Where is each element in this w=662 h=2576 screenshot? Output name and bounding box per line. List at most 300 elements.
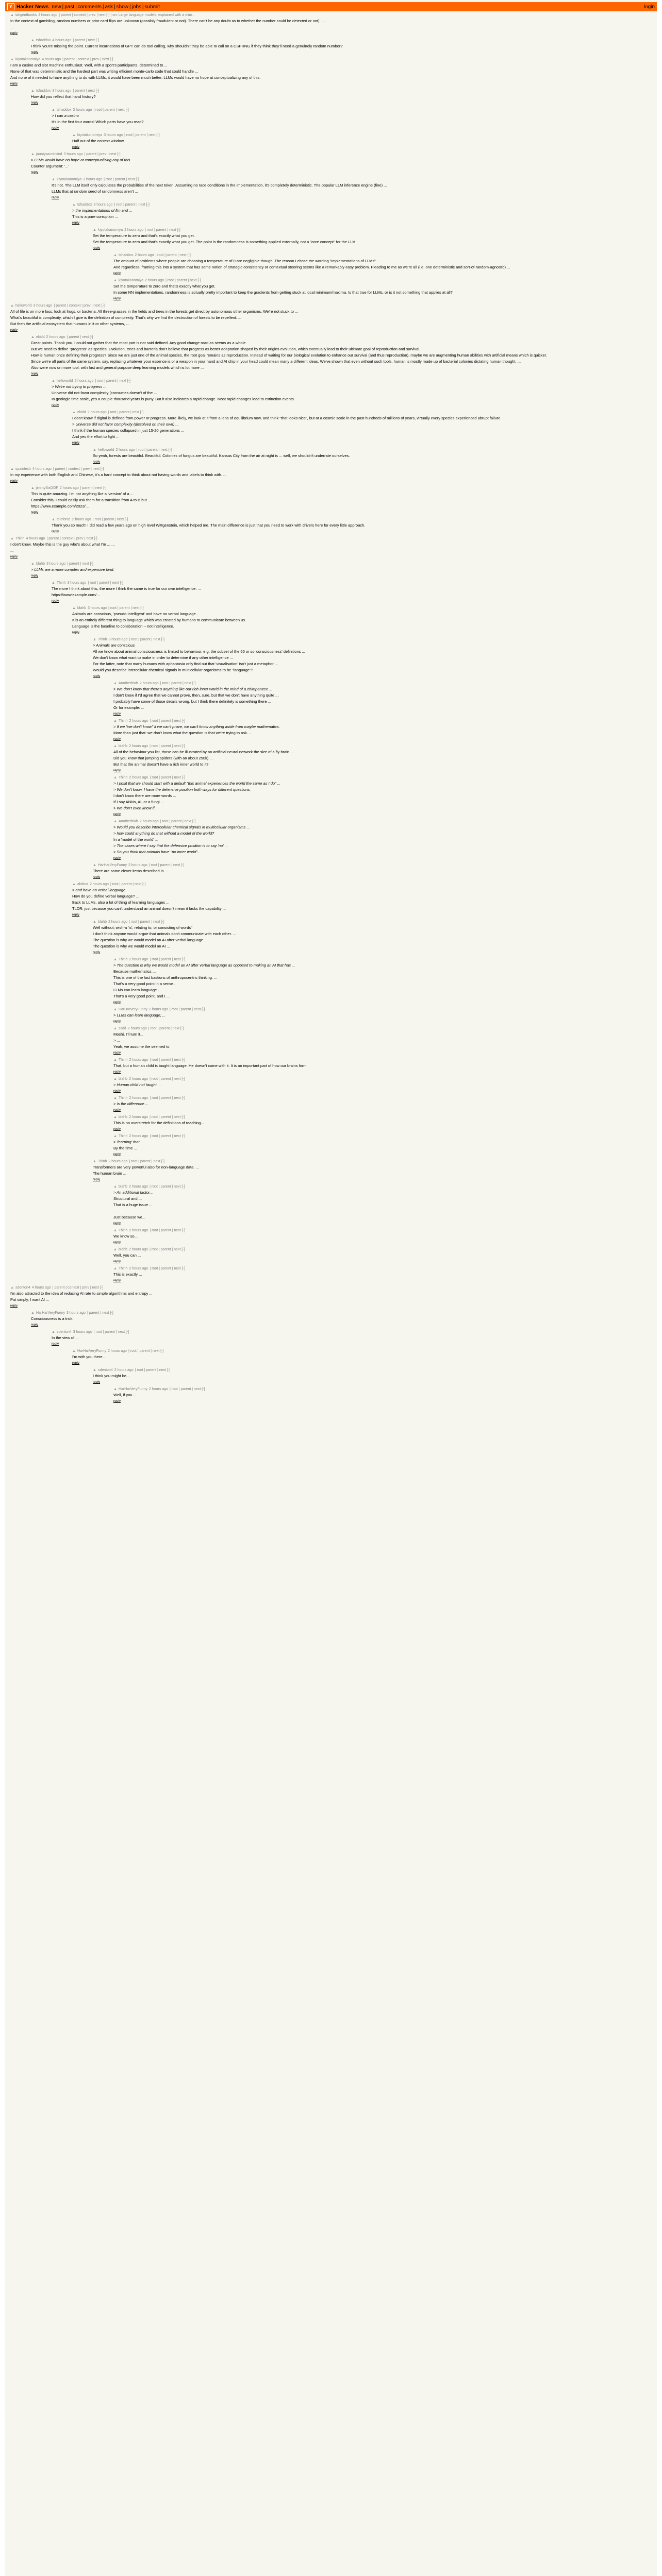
comment-paragraph: > Human child not taught ... — [113, 1082, 161, 1087]
reply-link[interactable]: reply — [93, 1178, 101, 1181]
comment-navigation-links[interactable]: | root | parent | next [-] — [160, 682, 196, 685]
comment-username[interactable]: HarHarVeryFunny — [77, 1349, 106, 1353]
comment-username[interactable]: Thinh — [56, 581, 66, 585]
comment-username[interactable]: blahb — [118, 1248, 128, 1251]
nav-link-new[interactable]: new — [52, 4, 61, 10]
comment-age[interactable]: 2 hours ago — [107, 1349, 127, 1353]
comment-username[interactable]: kiyotakanomiya — [118, 279, 144, 282]
reply-link[interactable]: reply — [93, 875, 101, 879]
comment-age[interactable]: 2 hours ago — [139, 682, 159, 685]
upvote-arrow-icon[interactable]: ▲ — [31, 335, 35, 339]
reply-link[interactable]: reply — [113, 1222, 121, 1225]
comment-navigation-links[interactable]: | root | parent | next [-] — [150, 719, 185, 723]
reply-link[interactable]: reply — [10, 479, 18, 483]
comment-age[interactable]: 2 hours ago — [127, 1027, 147, 1030]
upvote-arrow-icon[interactable]: ▲ — [10, 1286, 14, 1290]
comment-navigation-links[interactable]: | root | parent | next [-] — [148, 1027, 184, 1030]
comment-navigation-links[interactable]: | root | parent | next [-] — [110, 883, 146, 886]
upvote-arrow-icon[interactable]: ▲ — [113, 1008, 117, 1011]
comment-navigation-links[interactable]: | root | parent | next [-] — [124, 133, 160, 137]
reply-link[interactable]: reply — [31, 50, 39, 54]
nav-link-past[interactable]: past — [64, 4, 75, 10]
upvote-arrow-icon[interactable]: ▲ — [113, 682, 117, 685]
comment-navigation-links[interactable]: | parent | next [-] — [87, 1311, 113, 1315]
comment-username[interactable]: Anotherblah — [118, 682, 138, 685]
comment-navigation-links[interactable]: | root | parent | next [-] — [128, 1349, 164, 1353]
reply-link[interactable]: reply — [113, 1127, 121, 1131]
upvote-arrow-icon[interactable]: ▲ — [113, 253, 117, 257]
comment-username[interactable]: teleforce — [56, 518, 71, 521]
reply-link[interactable]: reply — [52, 1342, 59, 1346]
reply-link[interactable]: reply — [31, 171, 39, 174]
comment-navigation-links[interactable]: | root | parent | next [-] — [160, 820, 196, 823]
reply-link[interactable]: reply — [52, 530, 59, 533]
reply-link[interactable]: reply — [113, 1279, 121, 1282]
comment-age[interactable]: 2 hours ago — [129, 1096, 148, 1100]
comment-navigation-links[interactable]: | root | parent | next [-] — [150, 1134, 185, 1138]
upvote-arrow-icon[interactable]: ▲ — [52, 379, 55, 383]
comment-username[interactable]: kiyotakanomiya — [15, 58, 41, 61]
comment-age[interactable]: 2 hours ago — [108, 1160, 128, 1163]
comment-username[interactable]: spaintech — [15, 467, 31, 471]
comment-navigation-links[interactable]: | root | parent | next [-] — [150, 776, 185, 779]
reply-link[interactable]: reply — [72, 1361, 80, 1365]
comment-username[interactable]: kiyotakanomiya — [77, 133, 103, 137]
comment-age[interactable]: 2 hours ago — [124, 228, 144, 232]
upvote-arrow-icon[interactable]: ▲ — [113, 776, 117, 779]
reply-link[interactable]: reply — [10, 1304, 18, 1308]
upvote-arrow-icon[interactable]: ▲ — [10, 537, 14, 540]
comment-username[interactable]: Thinh — [118, 1134, 128, 1138]
reply-link[interactable]: reply — [113, 737, 121, 741]
comment-age[interactable]: 2 hours ago — [129, 1058, 148, 1062]
comment-header — [93, 863, 652, 868]
comment-username[interactable]: Thinh — [118, 1229, 128, 1232]
comment-age[interactable]: 3 hours ago — [88, 606, 107, 610]
comment-navigation-links[interactable]: | root | parent | next [-] — [88, 581, 123, 585]
upvote-arrow-icon[interactable]: ▲ — [113, 1229, 117, 1232]
reply-link[interactable]: reply — [52, 196, 59, 199]
comment-navigation-links[interactable]: | parent | context | prev | next [-] — [54, 304, 105, 308]
comment-username[interactable]: HarHarVeryFunny — [36, 1311, 65, 1315]
comment-age[interactable]: 3 hours ago — [66, 1311, 86, 1315]
comment-age[interactable]: 3 hours ago — [33, 304, 53, 308]
comment-age[interactable]: 4 hours ago — [38, 13, 58, 17]
reply-link[interactable]: reply — [113, 1241, 121, 1244]
reply-link[interactable]: reply — [72, 441, 80, 445]
reply-link[interactable]: reply — [10, 328, 18, 332]
comment-age[interactable]: 2 hours ago — [139, 820, 159, 823]
comment-age[interactable]: 3 hours ago — [67, 581, 87, 585]
comment-body — [113, 1140, 652, 1150]
upvote-arrow-icon[interactable]: ▲ — [52, 178, 55, 181]
reply-link[interactable]: reply — [113, 769, 121, 772]
comment-age[interactable]: 2 hours ago — [72, 518, 91, 521]
reply-link[interactable]: reply — [52, 599, 59, 603]
upvote-arrow-icon[interactable]: ▲ — [113, 1185, 117, 1189]
reply-link[interactable]: reply — [72, 221, 80, 225]
comment-navigation-links[interactable]: | root | parent | next [-] — [150, 1248, 185, 1251]
reply-link[interactable]: reply — [113, 1108, 121, 1112]
comment-navigation-links[interactable]: | parent | context | prev | next [-] — [53, 467, 104, 471]
comment-username[interactable]: blahb — [118, 1077, 128, 1081]
comment-username[interactable]: helloworld — [97, 448, 114, 452]
nav-link-jobs[interactable]: jobs — [131, 4, 141, 10]
comment-age[interactable]: 2 hours ago — [148, 1387, 168, 1391]
comment — [31, 335, 652, 376]
reply-link[interactable]: reply — [113, 1399, 121, 1403]
comment-paragraph: I don't know. Maybe this is the guy who's about what I'm ... ... — [10, 542, 115, 547]
comment-navigation-links[interactable]: | parent | next [-] — [73, 89, 100, 93]
upvote-arrow-icon[interactable]: ▲ — [72, 606, 76, 610]
reply-link[interactable]: reply — [113, 297, 121, 300]
comment-age[interactable]: 2 hours ago — [129, 1229, 148, 1232]
reply-link[interactable]: reply — [72, 913, 80, 917]
comment-body — [52, 523, 652, 528]
comment-age[interactable]: 3 hours ago — [93, 203, 113, 207]
reply-link[interactable]: reply — [72, 631, 80, 634]
comment-username[interactable]: sdenton4 — [15, 1286, 30, 1290]
reply-link[interactable]: reply — [10, 82, 18, 86]
comment-paragraph: All of the behaviour you list, those can be illustrated by an artificial neural network the size of a fly brain ... — [113, 750, 294, 754]
comment-username[interactable]: taligentbooks — [15, 13, 37, 17]
login-link[interactable]: login — [643, 4, 655, 10]
upvote-arrow-icon[interactable]: ▲ — [93, 920, 96, 924]
reply-link[interactable]: reply — [113, 1070, 121, 1074]
comment-navigation-links[interactable]: | root | parent | next [-] — [150, 1267, 185, 1270]
comment-navigation-links[interactable]: | parent | next [-] — [80, 486, 107, 490]
comment-username[interactable]: tshaddox — [118, 253, 134, 257]
comment-age[interactable]: 2 hours ago — [145, 279, 164, 282]
nav-link-comments[interactable]: comments — [77, 4, 102, 10]
comment-navigation-links[interactable]: | root | parent | next [-] — [145, 228, 180, 232]
upvote-arrow-icon[interactable]: ▲ — [72, 1349, 76, 1353]
comment-username[interactable]: Thinh — [97, 638, 107, 641]
comment-navigation-links[interactable]: | root | parent | next [-] — [148, 863, 185, 867]
reply-link[interactable]: reply — [10, 555, 18, 558]
comment-username[interactable]: HarHarVeryFunny — [97, 863, 127, 867]
comment-username[interactable]: tshaddox — [36, 89, 51, 93]
comment-username[interactable]: tshaddox — [56, 108, 72, 112]
comment-age[interactable]: 4 hours ago — [42, 58, 61, 61]
comment-navigation-links[interactable]: | root | parent | next [-] — [169, 1008, 205, 1011]
comment-age[interactable]: 2 hours ago — [59, 486, 79, 490]
comment-username[interactable]: Thinh — [97, 1160, 107, 1163]
upvote-arrow-icon[interactable]: ▲ — [113, 744, 117, 748]
site-name-link[interactable]: Hacker News — [16, 4, 49, 10]
comment — [113, 744, 652, 773]
comment-navigation-links[interactable]: | root | parent | next [-] — [166, 279, 201, 282]
comment-age[interactable]: 4 hours ago — [32, 467, 52, 471]
comment-paragraph: In the view of ... — [52, 1335, 79, 1340]
comment-navigation-links[interactable]: | root | parent | next [-] — [108, 606, 144, 610]
comment-age[interactable]: 2 hours ago — [115, 448, 135, 452]
comment-header — [113, 682, 652, 686]
reply-link[interactable]: reply — [113, 1051, 121, 1055]
upvote-arrow-icon[interactable]: ▲ — [113, 1134, 117, 1138]
comment-navigation-links[interactable]: | root | parent | next [-] — [150, 1229, 185, 1232]
comment-navigation-links[interactable]: | parent | next [-] — [67, 562, 93, 566]
comment-age[interactable]: 2 hours ago — [129, 1134, 148, 1138]
comment-username[interactable]: blahb — [77, 606, 87, 610]
comment-username[interactable]: Thinh — [118, 1096, 128, 1100]
reply-link[interactable]: reply — [113, 812, 121, 816]
comment-age[interactable]: 2 hours ago — [129, 958, 148, 961]
comment-navigation-links[interactable]: | root | parent | next [-] — [93, 1330, 129, 1334]
comment-age[interactable]: 2 hours ago — [129, 1248, 148, 1251]
comment-username[interactable]: helloworld — [15, 304, 32, 308]
upvote-arrow-icon[interactable]: ▲ — [113, 279, 117, 282]
comment-paragraph: Did you know that jumping spiders (with an about 250k) ... — [113, 756, 213, 760]
comment-paragraph: The more I think about this, the more I think the same is true for our own intelligence. ... — [52, 586, 201, 591]
comment-username[interactable]: ekidd — [77, 411, 86, 414]
comment-age[interactable]: 4 hours ago — [52, 39, 72, 42]
comment-username[interactable]: helloworld — [56, 379, 73, 383]
reply-link[interactable]: reply — [113, 272, 121, 275]
comment-username[interactable]: ekidd — [36, 335, 45, 339]
comment-header — [10, 467, 652, 471]
reply-link[interactable]: reply — [93, 246, 101, 250]
reply-link[interactable]: reply — [52, 126, 59, 130]
upvote-arrow-icon[interactable]: ▲ — [93, 1368, 96, 1372]
comment-age[interactable]: 3 hours ago — [83, 178, 103, 181]
upvote-arrow-icon[interactable]: ▲ — [113, 958, 117, 961]
comment-age[interactable]: 3 hours ago — [108, 638, 128, 641]
comment — [72, 411, 652, 445]
upvote-arrow-icon[interactable]: ▲ — [10, 13, 14, 17]
comment-username[interactable]: Thinh — [118, 1267, 128, 1270]
comment-username[interactable]: sdenton4 — [56, 1330, 72, 1334]
comment-navigation-links[interactable]: | root | parent | next [-] — [155, 253, 191, 257]
upvote-arrow-icon[interactable]: ▲ — [52, 581, 55, 585]
reply-link[interactable]: reply — [31, 574, 39, 578]
comment-navigation-links[interactable]: | root | parent | next [-] — [129, 1160, 164, 1163]
upvote-arrow-icon[interactable]: ▲ — [10, 304, 14, 308]
comment-username[interactable]: blahb — [97, 920, 107, 924]
comment-age[interactable]: 2 hours ago — [129, 1185, 148, 1189]
reply-link[interactable]: reply — [113, 1020, 121, 1023]
comment-username[interactable]: tshaddox — [36, 39, 51, 42]
comment-navigation-links[interactable]: | root | parent | next [-] — [150, 1058, 185, 1062]
reply-link[interactable]: reply — [31, 511, 39, 514]
comment-username[interactable]: Thinh — [118, 1058, 128, 1062]
comment-age[interactable]: 2 hours ago — [129, 719, 148, 723]
upvote-arrow-icon[interactable]: ▲ — [52, 108, 55, 112]
comment-username[interactable]: HarHarVeryFunny — [118, 1387, 147, 1391]
comment-age[interactable]: 4 hours ago — [26, 537, 45, 540]
upvote-arrow-icon[interactable]: ▲ — [10, 467, 14, 471]
comment-username[interactable]: tshaddox — [77, 203, 92, 207]
upvote-arrow-icon[interactable]: ▲ — [113, 1058, 117, 1062]
comment-navigation-links[interactable]: | root | parent | next [-] — [150, 744, 185, 748]
reply-link[interactable]: reply — [72, 145, 80, 149]
comment-username[interactable]: jauntywundrkind — [36, 152, 62, 156]
comment-navigation-links[interactable]: | parent | context | prev | next [-] — [52, 1286, 104, 1290]
comment-age[interactable]: 3 hours ago — [46, 562, 66, 566]
reply-link[interactable]: reply — [52, 403, 59, 407]
comment-navigation-links[interactable]: | parent | context | prev | next [-] — [46, 537, 97, 540]
upvote-arrow-icon[interactable]: ▲ — [93, 228, 96, 232]
comment-age[interactable]: 3 hours ago — [52, 89, 72, 93]
comment-paragraph: We don't know what want to make in order to determine if any other intelligence ... — [93, 655, 233, 660]
upvote-arrow-icon[interactable]: ▲ — [113, 1077, 117, 1081]
comment-navigation-links[interactable]: | root | parent | next [-] — [92, 518, 128, 521]
upvote-arrow-icon[interactable]: ▲ — [31, 89, 35, 93]
comment-paragraph: https://www.example.com/... — [52, 592, 100, 597]
reply-link[interactable]: reply — [93, 460, 101, 464]
reply-link[interactable]: reply — [31, 101, 39, 105]
comment-age[interactable]: 2 hours ago — [148, 1008, 168, 1011]
reply-link[interactable]: reply — [113, 712, 121, 716]
comment-username[interactable]: blahb — [118, 1185, 128, 1189]
upvote-arrow-icon[interactable]: ▲ — [93, 448, 96, 452]
comment-age[interactable]: 2 hours ago — [129, 1267, 148, 1270]
comment-navigation-links[interactable]: | root | parent | next [-] — [104, 178, 139, 181]
comment-paragraph: Moshi, I'll turn it... — [113, 1032, 144, 1037]
comment-navigation-links[interactable]: | root | parent | next [-] — [150, 958, 185, 961]
comment-age[interactable]: 3 hours ago — [104, 133, 123, 137]
comment — [93, 863, 652, 879]
comment-navigation-links[interactable]: | parent | next [-] — [73, 39, 100, 42]
upvote-arrow-icon[interactable]: ▲ — [93, 1160, 96, 1163]
upvote-arrow-icon[interactable]: ▲ — [72, 883, 76, 886]
comment-paragraph: That's a very good point, and I ... — [113, 994, 170, 998]
comment-age[interactable]: 4 hours ago — [31, 1286, 51, 1290]
comment-username[interactable]: kiyotakanomiya — [56, 178, 82, 181]
comment-body — [31, 492, 652, 509]
comment-navigation-links[interactable]: | root | parent | next [-] — [114, 203, 150, 207]
reply-link[interactable]: reply — [31, 372, 39, 376]
upvote-arrow-icon[interactable]: ▲ — [31, 562, 35, 566]
comment-paragraph: Consciousness is a trick — [31, 1316, 73, 1321]
reply-link[interactable]: reply — [93, 674, 101, 678]
comment-age[interactable]: 2 hours ago — [87, 411, 107, 414]
comment-age[interactable]: 3 hours ago — [73, 108, 92, 112]
upvote-arrow-icon[interactable]: ▲ — [113, 1387, 117, 1391]
reply-link[interactable]: reply — [31, 1323, 39, 1327]
reply-link[interactable]: reply — [113, 1260, 121, 1263]
comment-age[interactable]: 2 hours ago — [89, 883, 109, 886]
comment-navigation-links[interactable]: | root | parent | next [-] — [150, 1115, 185, 1119]
nav-link-show[interactable]: show — [116, 4, 129, 10]
comment-age[interactable]: 3 hours ago — [63, 152, 83, 156]
comment — [113, 279, 652, 301]
comment-navigation-links[interactable]: | root | parent | next [-] — [95, 379, 130, 383]
comment-username[interactable]: blahb — [118, 744, 128, 748]
upvote-arrow-icon[interactable]: ▲ — [113, 1115, 117, 1119]
nav-link-ask[interactable]: ask — [105, 4, 113, 10]
comment-username[interactable]: ssdd — [118, 1027, 126, 1030]
upvote-arrow-icon[interactable]: ▲ — [72, 203, 76, 207]
comment-username[interactable]: blahb — [36, 562, 45, 566]
upvote-arrow-icon[interactable]: ▲ — [52, 518, 55, 521]
comment-username[interactable]: Thinh — [118, 958, 128, 961]
upvote-arrow-icon[interactable]: ▲ — [113, 1027, 117, 1030]
upvote-arrow-icon[interactable]: ▲ — [113, 719, 117, 723]
comment-navigation-links[interactable]: | root | parent | next [-] — [135, 1368, 171, 1372]
comment-age[interactable]: 2 hours ago — [114, 1368, 134, 1372]
comment-username[interactable]: blahb — [118, 1115, 128, 1119]
comment-navigation-links[interactable]: | root | parent | next [-] — [108, 411, 144, 414]
upvote-arrow-icon[interactable]: ▲ — [93, 638, 96, 641]
upvote-arrow-icon[interactable]: ▲ — [10, 58, 14, 61]
reply-link[interactable]: reply — [93, 951, 101, 954]
reply-link[interactable]: reply — [113, 856, 121, 860]
reply-link[interactable]: reply — [113, 1089, 121, 1093]
reply-link[interactable]: reply — [113, 1001, 121, 1004]
reply-link[interactable]: reply — [10, 31, 18, 35]
comment-username[interactable]: jimmySixDOF — [36, 486, 58, 490]
nav-link-submit[interactable]: submit — [144, 4, 160, 10]
comment-navigation-links[interactable]: | parent | context | prev | next [-] — [62, 58, 113, 61]
comment-age[interactable]: 3 hours ago — [73, 1330, 92, 1334]
comment-paragraph: It is an entirely different thing to language which was created by humans to communicate between us. — [72, 618, 246, 622]
comment-age[interactable]: 2 hours ago — [129, 1115, 148, 1119]
upvote-arrow-icon[interactable]: ▲ — [113, 820, 117, 823]
comment-username[interactable]: kiyotakanomiya — [97, 228, 123, 232]
comment-body — [31, 94, 652, 99]
comment-username[interactable]: Anotherblah — [118, 820, 138, 823]
upvote-arrow-icon[interactable]: ▲ — [52, 1330, 55, 1334]
comment-username[interactable]: Thinh — [15, 537, 25, 540]
comment-age[interactable]: 2 hours ago — [129, 1077, 148, 1081]
comment-navigation-links[interactable]: | root | parent | next [-] — [136, 448, 172, 452]
comment-age[interactable]: 2 hours ago — [46, 335, 65, 339]
comment-navigation-links[interactable]: | root | parent | next [-] — [150, 1185, 185, 1189]
comment-username[interactable]: Thinh — [118, 776, 128, 779]
upvote-arrow-icon[interactable]: ▲ — [113, 1248, 117, 1251]
comment-username[interactable]: Thinh — [118, 719, 128, 723]
comment-navigation-links[interactable]: | parent | context | prev | next [-] | on: Large language models, explained with a mini... — [59, 13, 195, 17]
comment-navigation-links[interactable]: | root | parent | next [-] — [169, 1387, 205, 1391]
comment-navigation-links[interactable]: | parent | next [-] — [67, 335, 93, 339]
comment-paragraph: Well, if you ... — [113, 1393, 137, 1397]
comment-age[interactable]: 2 hours ago — [108, 920, 128, 924]
upvote-arrow-icon[interactable]: ▲ — [31, 1311, 35, 1315]
upvote-arrow-icon[interactable]: ▲ — [72, 411, 76, 414]
upvote-arrow-icon[interactable]: ▲ — [31, 486, 35, 490]
upvote-arrow-icon[interactable]: ▲ — [72, 133, 76, 137]
comment-paragraph: > I can a casino — [52, 113, 79, 118]
upvote-arrow-icon[interactable]: ▲ — [93, 863, 96, 867]
reply-link[interactable]: reply — [113, 1153, 121, 1156]
comment-navigation-links[interactable]: | root | parent | next [-] — [129, 920, 164, 924]
comment-header — [10, 13, 652, 18]
comment-paragraph: In the context of gambling, random numbers or prior card flips are unknown (possibly fraudulent or not). There can't be any doubt as to whether the number could be detected or not). ... — [10, 19, 325, 23]
comment-age[interactable]: 2 hours ago — [74, 379, 94, 383]
comment-paragraph: Yeah, we assume the seemed to — [113, 1044, 170, 1049]
comment-navigation-links[interactable]: | root | parent | next [-] — [150, 1077, 185, 1081]
comment-username[interactable]: sdenton4 — [97, 1368, 113, 1372]
comment-navigation-links[interactable]: | parent | prev | next [-] — [84, 152, 121, 156]
comment-age[interactable]: 2 hours ago — [129, 744, 148, 748]
reply-link[interactable]: reply — [93, 1380, 101, 1384]
comment-username[interactable]: ahdioa — [77, 883, 88, 886]
comment-navigation-links[interactable]: | root | parent | next [-] — [150, 1096, 185, 1100]
upvote-arrow-icon[interactable]: ▲ — [113, 1267, 117, 1270]
y-logo-icon[interactable]: Y — [7, 3, 14, 10]
comment-age[interactable]: 2 hours ago — [135, 253, 154, 257]
upvote-arrow-icon[interactable]: ▲ — [31, 152, 35, 156]
comment-age[interactable]: 2 hours ago — [129, 776, 148, 779]
comment-navigation-links[interactable]: | root | parent | next [-] — [129, 638, 164, 641]
comment-paragraph: > how could anything do that without a model of the world? — [113, 831, 214, 836]
upvote-arrow-icon[interactable]: ▲ — [113, 1096, 117, 1100]
comment-username[interactable]: HarHarVeryFunny — [118, 1008, 147, 1011]
upvote-arrow-icon[interactable]: ▲ — [31, 39, 35, 42]
comment-navigation-links[interactable]: | root | parent | next [-] — [93, 108, 129, 112]
comment-age[interactable]: 2 hours ago — [128, 863, 147, 867]
